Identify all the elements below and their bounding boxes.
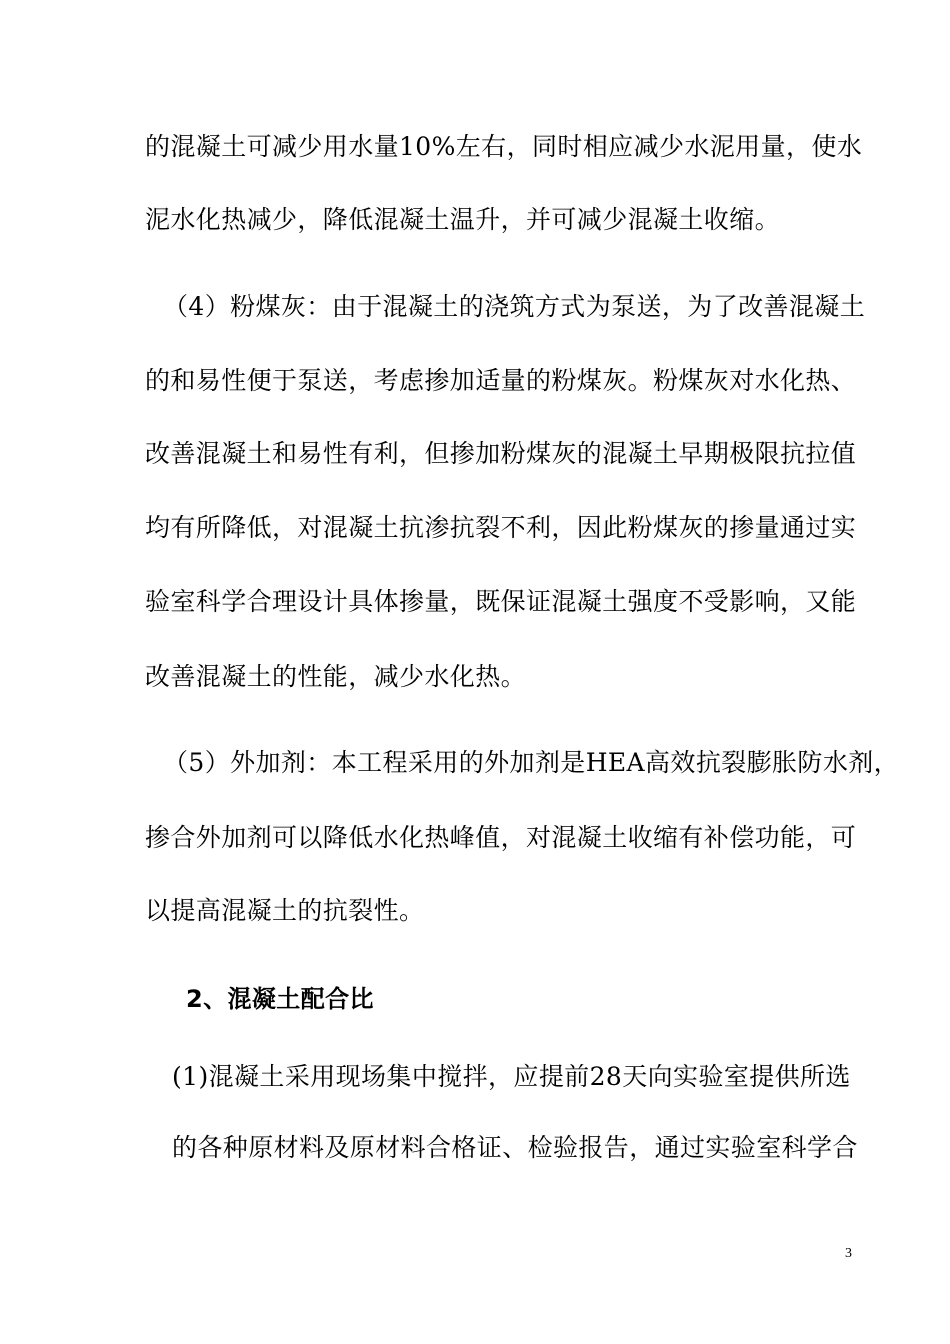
section-heading: 2、混凝土配合比 <box>186 985 374 1013</box>
page-number: 3 <box>845 1246 852 1261</box>
body-text-line: 均有所降低，对混凝土抗渗抗裂不利，因此粉煤灰的掺量通过实 <box>145 513 857 542</box>
body-text-line: 的各种原材料及原材料合格证、检验报告，通过实验室科学合 <box>172 1133 858 1162</box>
body-text-line: 改善混凝土的性能，减少水化热。 <box>145 662 527 691</box>
body-text-line: 泥水化热减少，降低混凝土温升，并可减少混凝土收缩。 <box>145 205 781 234</box>
body-text-line: 的和易性便于泵送，考虑掺加适量的粉煤灰。粉煤灰对水化热、 <box>145 366 857 395</box>
body-text-line: （4）粉煤灰：由于混凝土的浇筑方式为泵送，为了改善混凝土 <box>163 292 866 321</box>
body-text-line: （5）外加剂：本工程采用的外加剂是HEA高效抗裂膨胀防水剂， <box>163 748 900 777</box>
body-text-line: (1)混凝土采用现场集中搅拌，应提前28天向实验室提供所选 <box>172 1062 851 1091</box>
body-text-line: 改善混凝土和易性有利，但掺加粉煤灰的混凝土早期极限抗拉值 <box>145 439 857 468</box>
body-text-line: 验室科学合理设计具体掺量，既保证混凝土强度不受影响，又能 <box>145 587 857 616</box>
body-text-line: 以提高混凝土的抗裂性。 <box>145 896 425 925</box>
body-text-line: 掺合外加剂可以降低水化热峰值，对混凝土收缩有补偿功能，可 <box>145 823 857 852</box>
body-text-line: 的混凝土可减少用水量10%左右，同时相应减少水泥用量，使水 <box>145 132 863 161</box>
